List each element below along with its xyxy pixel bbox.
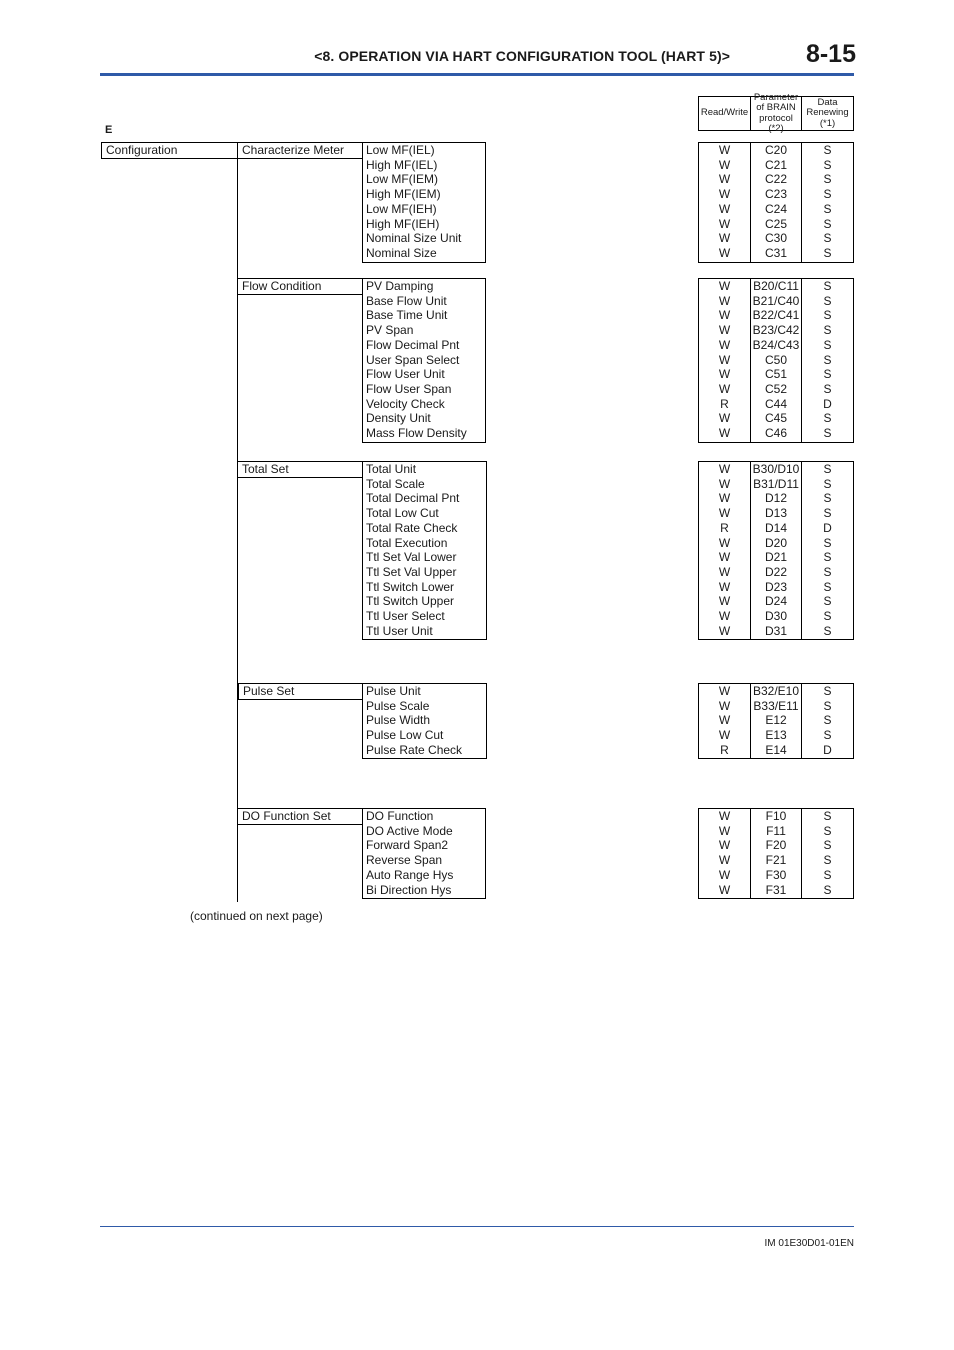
param-item[interactable]: Low MF(IEH) [366,201,437,216]
param-item[interactable]: Pulse Scale [366,698,430,713]
data-renewing-column: S S S S D [823,684,832,757]
param-item[interactable]: Flow User Unit [366,367,445,382]
param-item[interactable]: Forward Span2 [366,838,449,853]
brain-parameter-column: C20 C21 C22 C23 C24 C25 C30 C31 [751,143,802,262]
param-item[interactable]: Ttl Switch Lower [366,579,455,594]
brain-parameter-column: F10 F11 F20 F21 F30 F31 [751,809,802,898]
header-data-renewing: Data Renewing (*1) [806,96,849,129]
param-item[interactable]: Low MF(IEL) [366,143,435,157]
param-item[interactable]: Ttl Set Val Upper [366,564,457,579]
read-write-column: W W W W R W W W W W W W [699,462,751,639]
param-list-pulse-set [362,683,487,759]
param-item[interactable]: DO Function [366,809,434,823]
header-rule [100,73,854,76]
chapter-title: <8. OPERATION VIA HART CONFIGURATION TOOL (HART 5)> [314,48,730,64]
data-renewing-column: S S S S D S S S S S S S [823,462,832,638]
param-item[interactable]: High MF(IEH) [366,216,440,231]
param-list-do-function-set [362,808,486,899]
menu-node-flow-condition[interactable]: Flow Condition [237,278,363,295]
data-renewing-column: S S S S S S S S D S S [823,279,832,441]
param-item[interactable]: Ttl User Unit [366,623,433,638]
param-list-flow-condition [362,278,486,443]
section-marker: E [105,124,113,136]
param-item[interactable]: Auto Range Hys [366,867,454,882]
header-brain-parameter: Parameter of BRAIN protocol (*2) [751,97,802,130]
param-item[interactable]: Total Decimal Pnt [366,491,460,506]
page-number: 8-15 [805,40,856,68]
param-item[interactable]: Velocity Check [366,396,445,411]
param-list-total-set [362,461,487,640]
param-item[interactable]: High MF(IEL) [366,157,438,172]
param-item[interactable]: Total Unit [366,462,417,476]
param-item[interactable]: Base Time Unit [366,308,448,323]
param-item[interactable]: Pulse Low Cut [366,728,444,743]
param-list-characterize-meter [362,142,486,263]
data-renewing-column: S S S S S S S S [823,143,832,260]
tree-connector [237,142,238,902]
param-item[interactable]: DO Active Mode [366,823,453,838]
read-write-column: W W W W W W W W [699,143,751,262]
read-write-column: W W W W W W W W R W W [699,279,751,442]
param-item[interactable]: Base Flow Unit [366,293,447,308]
param-item[interactable]: Total Low Cut [366,506,439,521]
param-item[interactable]: Flow User Span [366,381,452,396]
menu-node-pulse-set[interactable]: Pulse Set [238,683,363,700]
param-item[interactable]: Low MF(IEM) [366,172,438,187]
param-table-characterize-meter [698,142,854,263]
brain-parameter-column: B30/D10 B31/D11 D12 D13 D14 D20 D21 D22 D23 D24 D30 D31 [751,462,802,639]
param-item[interactable]: PV Span [366,323,414,338]
menu-node-characterize-meter[interactable]: Characterize Meter [237,142,363,159]
footer-rule [100,1226,854,1227]
param-table-pulse-set [698,683,854,759]
continued-note: (continued on next page) [190,909,323,923]
param-item[interactable]: Nominal Size Unit [366,231,462,246]
param-item[interactable]: Nominal Size [366,245,437,260]
param-item[interactable]: Flow Decimal Pnt [366,337,460,352]
read-write-column: W W W W W W [699,809,751,898]
param-item[interactable]: Ttl User Select [366,609,445,624]
menu-node-do-function-set[interactable]: DO Function Set [237,808,363,825]
data-renewing-column: S S S S S S [823,809,832,897]
param-table-flow-condition [698,278,854,443]
param-item[interactable]: Bi Direction Hys [366,882,452,897]
param-item[interactable]: PV Damping [366,279,434,293]
menu-node-configuration[interactable]: Configuration [101,142,238,159]
param-item[interactable]: Ttl Set Val Lower [366,550,457,565]
param-item[interactable]: Pulse Unit [366,684,421,698]
param-table-total-set [698,461,854,640]
param-item[interactable]: High MF(IEM) [366,187,441,202]
document-id: IM 01E30D01-01EN [764,1238,854,1249]
param-item[interactable]: Mass Flow Density [366,426,467,441]
read-write-column: W W W W R [699,684,751,758]
param-item[interactable]: Total Scale [366,476,425,491]
menu-node-total-set[interactable]: Total Set [237,461,363,478]
param-item[interactable]: Total Rate Check [366,520,458,535]
param-item[interactable]: Pulse Rate Check [366,742,463,757]
param-item[interactable]: User Span Select [366,352,460,367]
param-item[interactable]: Ttl Switch Upper [366,594,455,609]
header-read-write: Read/Write [699,97,751,130]
param-item[interactable]: Pulse Width [366,713,431,728]
param-item[interactable]: Total Execution [366,535,448,550]
right-table-header [698,91,854,134]
param-table-do-function-set [698,808,854,899]
param-item[interactable]: Density Unit [366,411,431,426]
brain-parameter-column: B20/C11 B21/C40 B22/C41 B23/C42 B24/C43 C50 C51 C52 C44 C45 C46 [751,279,802,442]
brain-parameter-column: B32/E10 B33/E11 E12 E13 E14 [751,684,802,758]
param-item[interactable]: Reverse Span [366,853,443,868]
